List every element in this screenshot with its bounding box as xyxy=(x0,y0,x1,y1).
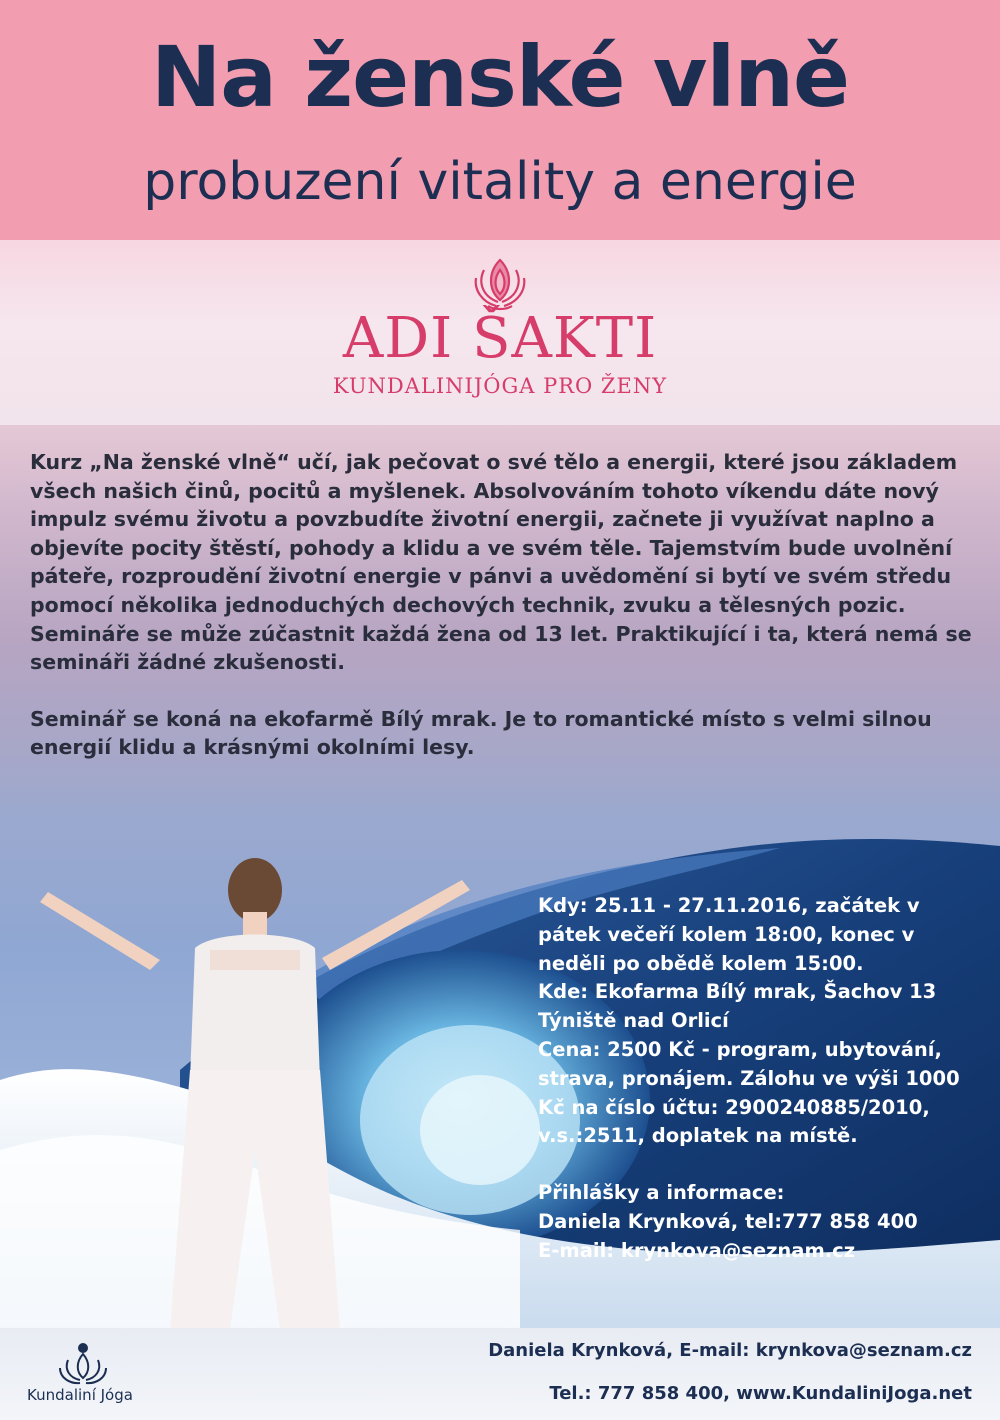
description-paragraph-2: Seminář se koná na ekofarmě Bílý mrak. Je to romantické místo s velmi silnou energií klidu a krásnými okolními lesy. xyxy=(30,706,932,760)
footer-logo-text: Kundaliní Jóga xyxy=(27,1386,133,1404)
page-title: Na ženské vlně xyxy=(150,28,850,126)
contact-name: Daniela Krynková, tel:777 858 400 xyxy=(538,1209,918,1233)
contact-email: E-mail: krynkova@seznam.cz xyxy=(538,1238,856,1262)
price-value: Cena: 2500 Kč - program, ubytování, strava, pronájem. Zálohu ve výši 1000 Kč na číslo účtu: 2900240885/2010, v.s.:2511, doplatek na místě. xyxy=(538,1037,960,1148)
when-block xyxy=(538,892,988,978)
brand-name: ADI ŠAKTI xyxy=(342,306,658,371)
footer-contact-line: Daniela Krynková, E-mail: krynkova@seznam.cz xyxy=(488,1340,972,1361)
where-value: Kde: Ekofarma Bílý mrak, Šachov 13 Týniště nad Orlicí xyxy=(538,980,937,1033)
footer-web-line: Tel.: 777 858 400, www.KundaliniJoga.net xyxy=(549,1383,972,1404)
contact-heading: Přihlášky a informace: xyxy=(538,1181,785,1205)
description xyxy=(30,448,975,762)
when-value: 25.11 - 27.11.2016, začátek v pátek večeří kolem 18:00, konec v neděli po obědě kolem 15:00. xyxy=(538,894,920,975)
page-subtitle: probuzení vitality a energie xyxy=(143,152,857,212)
brand-tagline: KUNDALINIJÓGA PRO ŽENY xyxy=(332,374,668,398)
event-details xyxy=(538,892,988,1266)
description-paragraph-1: Kurz „Na ženské vlně“ učí, jak pečovat o své tělo a energii, které jsou základem všech našich činů, pocitů a myšlenek. Absolvováním tohoto víkendu dáte nový impulz svému životu a povzbudíte životní energii, začnete ji využívat naplno a objevíte pocity štěstí, pohody a klidu a ve svém těle. Tajemstvím bude uvolnění páteře, rozproudění životní energie v pánvi a uvědomění si bytí ve svém středu pomocí několika jednoduchých dechových technik, zvuku a tělesných pozic. Semináře se může zúčastnit každá žena od 13 let. Praktikující i ta, která nemá se semináři žádné zkušenosti. xyxy=(30,450,972,675)
spacer xyxy=(538,1151,988,1179)
when-label: Kdy: xyxy=(538,894,588,917)
